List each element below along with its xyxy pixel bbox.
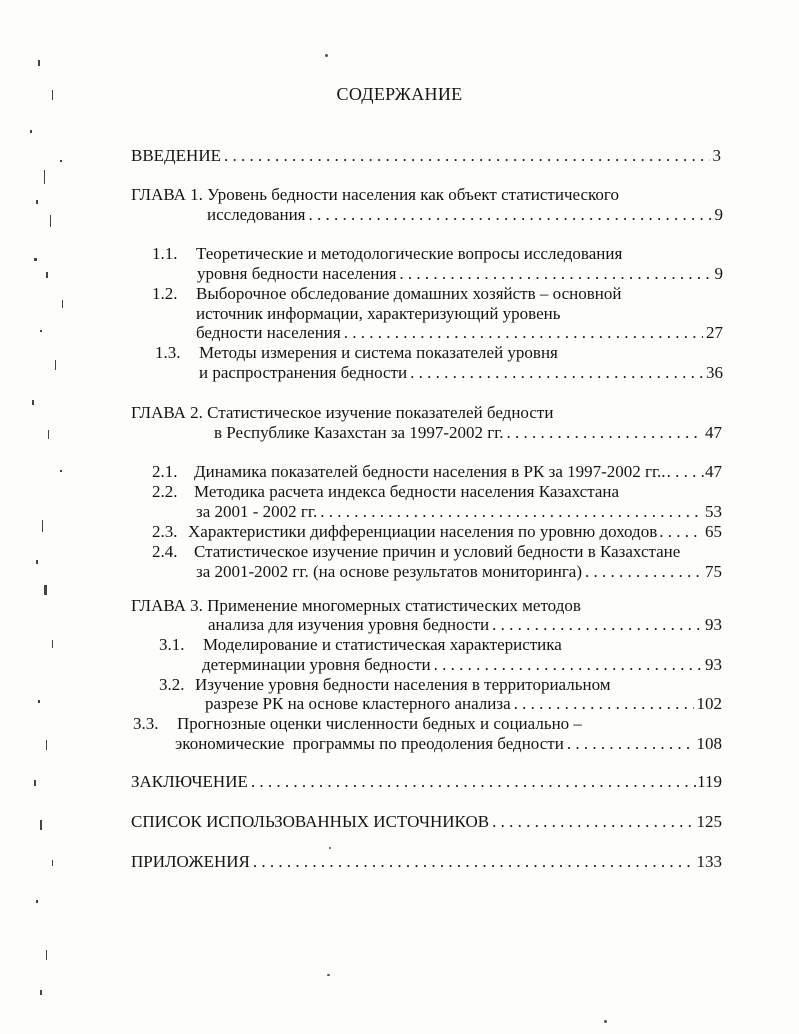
scan-speck bbox=[329, 847, 331, 849]
section-number: 3.2. bbox=[159, 675, 185, 694]
toc-entry-text: Характеристики дифференциации населения по уровню доходов bbox=[188, 522, 658, 541]
toc-entry-text: бедности населения bbox=[196, 323, 341, 342]
toc-section-title bbox=[159, 635, 562, 655]
toc-entry-text: ВВЕДЕНИЕ bbox=[131, 146, 221, 165]
leader-dots bbox=[492, 615, 702, 635]
leader-dots bbox=[320, 502, 702, 522]
toc-page-number: 65 bbox=[705, 522, 722, 541]
toc-entry-text: Выборочное обследование домашних хозяйств – основной bbox=[196, 284, 622, 303]
section-number: 1.3. bbox=[155, 343, 181, 362]
leader-dots bbox=[309, 205, 712, 225]
toc-page-number: 47 bbox=[705, 423, 722, 442]
toc-entry-text: Моделирование и статистическая характеристика bbox=[203, 635, 562, 654]
toc-entry-text: Методы измерения и система показателей уровня bbox=[199, 343, 558, 362]
toc-entry-text: уровня бедности населения bbox=[197, 264, 397, 283]
toc-page-number: 36 bbox=[706, 363, 723, 382]
leader-dots bbox=[514, 694, 694, 714]
section-number: 2.3. bbox=[152, 522, 178, 541]
toc-entry-sources bbox=[131, 812, 722, 832]
toc-section-title bbox=[159, 675, 611, 695]
toc-entry-text: разрезе РК на основе кластерного анализа bbox=[205, 694, 511, 713]
leader-dots bbox=[667, 462, 704, 482]
toc-page-number: 133 bbox=[696, 852, 722, 871]
leader-dots bbox=[251, 772, 697, 792]
toc-entry-s21 bbox=[152, 462, 722, 482]
toc-chapter-title: ГЛАВА 2. Статистическое изучение показателей бедности bbox=[131, 403, 554, 422]
toc-section-title bbox=[152, 244, 622, 264]
toc-entry-appendix bbox=[131, 852, 722, 872]
toc-section-title bbox=[155, 343, 558, 363]
scan-speck bbox=[327, 974, 330, 976]
leader-dots bbox=[567, 734, 694, 754]
toc-entry-s11 bbox=[197, 264, 723, 284]
scan-speck bbox=[604, 1020, 607, 1023]
scan-edge-noise bbox=[0, 0, 80, 1034]
toc-section-continuation: источник информации, характеризующий уровень bbox=[196, 304, 561, 323]
leader-dots bbox=[224, 146, 710, 166]
leader-dots bbox=[410, 363, 703, 383]
toc-entry-ch2 bbox=[214, 423, 722, 443]
section-number: 3.3. bbox=[133, 714, 159, 733]
toc-chapter-title: ГЛАВА 3. Применение многомерных статистических методов bbox=[131, 596, 581, 615]
toc-entry-ch1 bbox=[207, 205, 723, 225]
toc-entry-text: Статистическое изучение причин и условий бедности в Казахстане bbox=[194, 542, 681, 561]
section-number: 2.4. bbox=[152, 542, 178, 561]
section-number: 3.1. bbox=[159, 635, 185, 654]
toc-entry-s13 bbox=[199, 363, 723, 383]
toc-chapter-title: ГЛАВА 1. Уровень бедности населения как объект статистического bbox=[131, 185, 619, 204]
toc-page-number: 3 bbox=[712, 146, 721, 165]
toc-section-title bbox=[152, 284, 621, 304]
toc-entry-text: за 2001 - 2002 гг. bbox=[196, 502, 318, 521]
toc-page-number: 102 bbox=[696, 694, 722, 713]
toc-entry-s24 bbox=[196, 562, 722, 582]
toc-entry-s12 bbox=[196, 323, 723, 343]
toc-page-number: 93 bbox=[705, 615, 722, 634]
section-number: 2.2. bbox=[152, 482, 178, 501]
toc-entry-text: Изучение уровня бедности населения в территориальном bbox=[195, 675, 611, 694]
section-number: 1.2. bbox=[152, 284, 178, 303]
toc-page-number: 27 bbox=[706, 323, 723, 342]
toc-page-number: 93 bbox=[705, 655, 722, 674]
toc-entry-text: и распространения бедности bbox=[199, 363, 408, 382]
toc-entry-conclusion bbox=[131, 772, 722, 792]
leader-dots bbox=[507, 423, 702, 443]
toc-section-title bbox=[152, 482, 619, 502]
section-number: 1.1. bbox=[152, 244, 178, 263]
toc-entry-s33 bbox=[175, 734, 722, 754]
leader-dots bbox=[253, 852, 694, 872]
toc-entry-text: Динамика показателей бедности населения в РК за 1997-2002 гг.. bbox=[194, 462, 666, 481]
toc-entry-text: СПИСОК ИСПОЛЬЗОВАННЫХ ИСТОЧНИКОВ bbox=[131, 812, 490, 831]
toc-entry-s31 bbox=[202, 655, 722, 675]
toc-entry-text: ПРИЛОЖЕНИЯ bbox=[131, 852, 250, 871]
leader-dots bbox=[344, 323, 703, 343]
toc-page-number: 9 bbox=[714, 264, 723, 283]
section-number: 2.1. bbox=[152, 462, 178, 481]
toc-page-number: 53 bbox=[705, 502, 722, 521]
toc-entry-text: экономические программы по преодоления бедности bbox=[175, 734, 564, 753]
scan-speck bbox=[325, 54, 328, 57]
leader-dots bbox=[434, 655, 702, 675]
toc-entry-s32 bbox=[205, 694, 722, 714]
toc-page-number: 125 bbox=[696, 812, 722, 831]
toc-page-number: 9 bbox=[714, 205, 723, 224]
toc-entry-text: исследования bbox=[207, 205, 306, 224]
toc-entry-intro bbox=[131, 146, 721, 166]
toc-page-number: 75 bbox=[705, 562, 722, 581]
leader-dots bbox=[659, 522, 703, 542]
toc-entry-text: анализа для изучения уровня бедности bbox=[208, 615, 490, 634]
leader-dots bbox=[399, 264, 711, 284]
toc-entry-text: Теоретические и методологические вопросы исследования bbox=[196, 244, 623, 263]
toc-page-number: 47 bbox=[705, 462, 722, 481]
toc-entry-text: детерминации уровня бедности bbox=[202, 655, 431, 674]
toc-page-number: 108 bbox=[696, 734, 722, 753]
toc-section-title bbox=[152, 542, 680, 562]
leader-dots bbox=[585, 562, 702, 582]
toc-entry-s22 bbox=[196, 502, 722, 522]
toc-entry-text: Прогнозные оценки численности бедных и социально – bbox=[177, 714, 582, 733]
toc-entry-s23 bbox=[152, 522, 722, 542]
toc-page-number: 119 bbox=[697, 772, 722, 791]
leader-dots bbox=[492, 812, 696, 832]
toc-entry-ch3 bbox=[208, 615, 722, 635]
toc-section-title bbox=[133, 714, 582, 734]
toc-entry-text: в Республике Казахстан за 1997-2002 гг. bbox=[214, 423, 504, 442]
toc-entry-text: за 2001-2002 гг. (на основе результатов мониторинга) bbox=[196, 562, 583, 581]
toc-entry-text: Методика расчета индекса бедности населения Казахстана bbox=[194, 482, 620, 501]
page-title: СОДЕРЖАНИЕ bbox=[336, 84, 463, 104]
toc-entry-text: ЗАКЛЮЧЕНИЕ bbox=[131, 772, 248, 791]
